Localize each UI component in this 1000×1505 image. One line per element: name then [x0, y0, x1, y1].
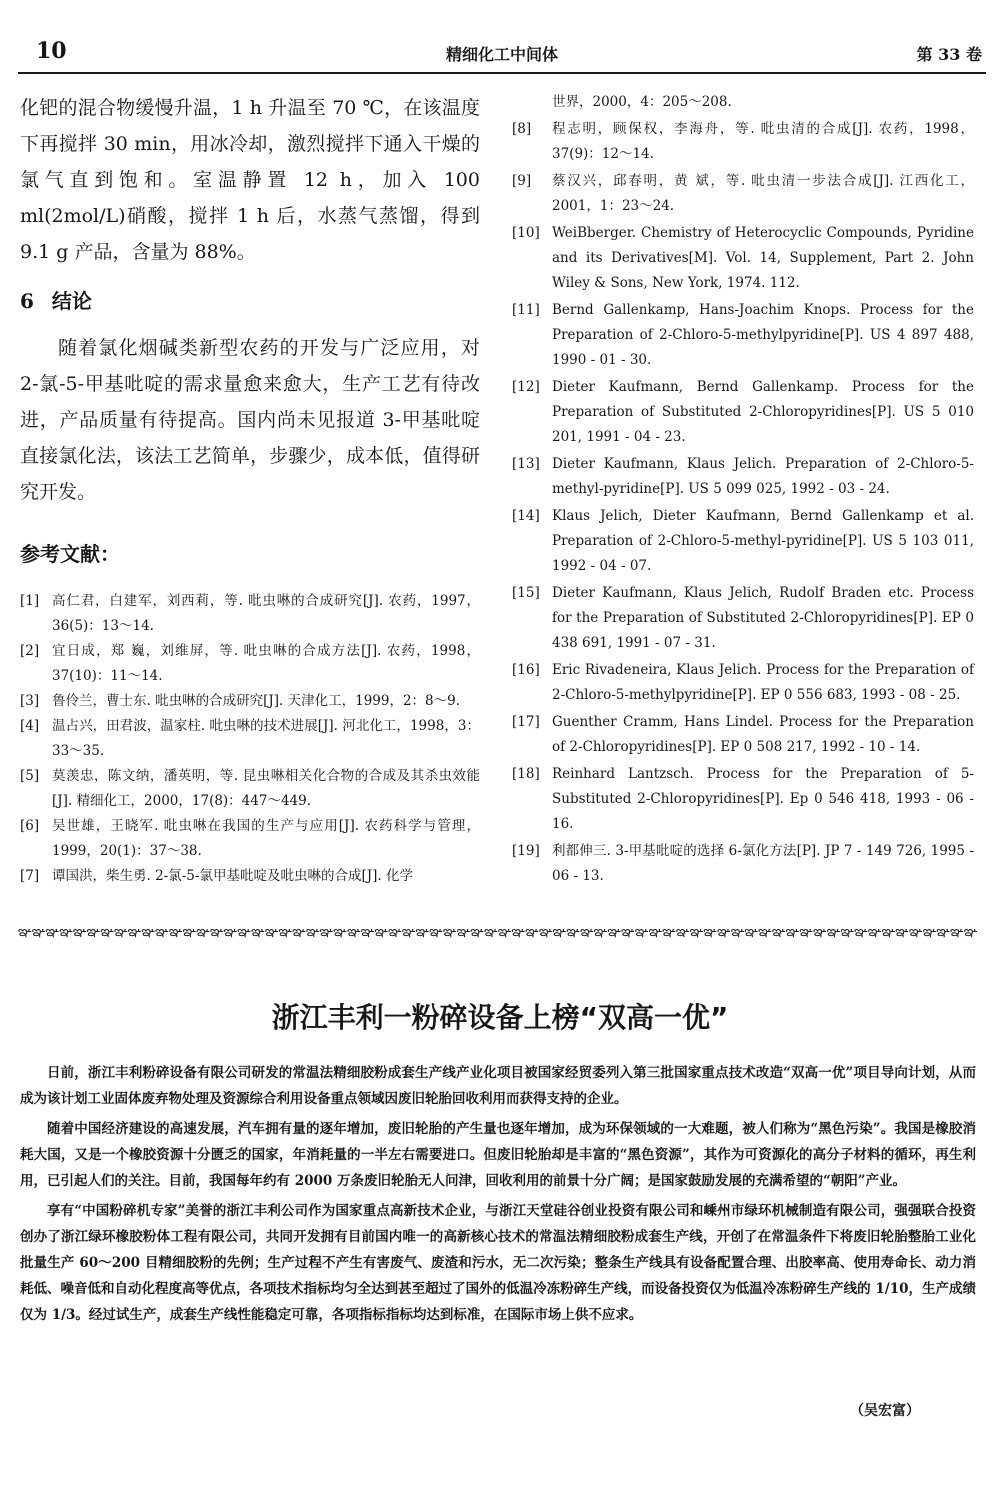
reference-item: [512, 658, 974, 708]
reference-item: [512, 710, 974, 760]
news-paragraph: 日前，浙江丰利粉碎设备有限公司研发的常温法精细胶粉成套生产线产业化项目被国家经贸委列入第三批国家重点技术改造“双高一优”项目导向计划，从而成为该计划工业固体废弃物处理及资源综合利用设备重点领域因废旧轮胎回收利用而获得支持的企业。: [20, 1065, 976, 1107]
reference-text: 程志明，顾保权，李海舟，等. 吡虫清的合成[J]. 农药，1998，37(9)：12～14.: [552, 121, 974, 162]
news-title: 浙江丰利一粉碎设备上榜“双高一优”: [271, 1001, 729, 1034]
page-header: [18, 34, 986, 74]
reference-text: 吴世雄，王晓军. 吡虫啉在我国的生产与应用[J]. 农药科学与管理，1999，20(1)：37～38.: [52, 818, 480, 859]
news-article: [20, 1060, 976, 1332]
reference-item: [512, 581, 974, 656]
reference-number: [14]: [512, 508, 540, 524]
reference-number: [2]: [20, 643, 40, 659]
reference-text: Bernd Gallenkamp, Hans-Joachim Knops. Process for the Preparation of 2-Chloro-5-methylpyridine[P]. US 4 897 488, 1990 - 01 - 30.: [552, 302, 974, 368]
news-author: （吴宏富）: [850, 1403, 920, 1419]
reference-text: 蔡汉兴，邱春明，黄 斌，等. 吡虫清一步法合成[J]. 江西化工，2001，1：23～24.: [552, 173, 974, 214]
reference-number: [9]: [512, 173, 532, 189]
reference-text: 鲁伶兰，曹士东. 吡虫啉的合成研究[J]. 天津化工，1999，2：8～9.: [52, 693, 461, 709]
reference-text: 高仁君，白建军，刘西莉，等. 吡虫啉的合成研究[J]. 农药，1997，36(5)：13～14.: [52, 593, 480, 634]
reference-item: [512, 298, 974, 373]
reference-text: 世界，2000，4：205～208.: [552, 94, 732, 110]
reference-text: Dieter Kaufmann, Klaus Jelich. Preparation of 2-Chloro-5-methyl-pyridine[P]. US 5 099 025, 1992 - 03 - 24.: [552, 456, 974, 497]
reference-item: [20, 714, 480, 764]
reference-text: Klaus Jelich, Dieter Kaufmann, Bernd Gallenkamp et al. Preparation of 2-Chloro-5-methyl-pyridine[P]. US 5 103 011, 1992 - 04 - 07.: [552, 508, 974, 574]
conclusion-paragraph: 随着氯化烟碱类新型农药的开发与广泛应用，对 2-氯-5-甲基吡啶的需求量愈来愈大，生产工艺有待改进，产品质量有待提高。国内尚未见报道 3-甲基吡啶直接氯化法，该法工艺简单，步骤少，成本低，值得研究开发。: [20, 337, 480, 503]
reference-number: [3]: [20, 693, 40, 709]
reference-item: [512, 169, 974, 219]
volume-label: 第 33 卷: [916, 45, 982, 64]
reference-text: 利都伸三. 3-甲基吡啶的选择 6-氯化方法[P]. JP 7 - 149 726, 1995 - 06 - 13.: [552, 843, 974, 884]
reference-text: Dieter Kaufmann, Klaus Jelich, Rudolf Braden etc. Process for the Preparation of Substituted 2-Chloropyridines[P]. EP 0 438 691, 1991 - 07 - 31.: [552, 585, 974, 651]
reference-number: [18]: [512, 766, 540, 782]
reference-number: [5]: [20, 768, 40, 784]
references-heading: 参考文献：: [20, 542, 120, 566]
reference-number: [17]: [512, 714, 540, 730]
reference-item: [512, 839, 974, 889]
reference-item: [20, 689, 480, 714]
ornamental-divider: ఞఞఞఞఞఞఞఞఞఞఞఞఞఞఞఞఞఞఞఞఞఞఞఞఞఞఞఞఞఞఞఞఞఞఞఞఞఞఞఞఞఞఞఞఞఞఞఞఞఞఞఞఞఞఞఞఞఞఞఞఞఞఞఞఞఞఞఞఞఞ: [18, 924, 978, 940]
reference-text: WeiBberger. Chemistry of Heterocyclic Compounds, Pyridine and its Derivatives[M]. Vol. 14, Supplement, Part 2. John Wiley & Sons, New York, 1974. 112.: [552, 225, 974, 291]
reference-item: [512, 117, 974, 167]
reference-number: [11]: [512, 302, 540, 318]
reference-item: [512, 221, 974, 296]
reference-list-left: [20, 589, 480, 889]
reference-text: Reinhard Lantzsch. Process for the Preparation of 5-Substituted 2-Chloropyridines[P]. Ep 0 546 418, 1993 - 06 - 16.: [552, 766, 974, 832]
reference-item: [20, 764, 480, 814]
news-paragraph: 随着中国经济建设的高速发展，汽车拥有量的逐年增加，废旧轮胎的产生量也逐年增加，成为环保领域的一大难题，被人们称为“黑色污染”。我国是橡胶消耗大国，又是一个橡胶资源十分匮乏的国家，年消耗量的一半左右需要进口。但废旧轮胎却是丰富的“黑色资源”，其作为可资源化的高分子材料的循环，再生利用，已引起人们的关注。目前，我国每年约有 2000 万条废旧轮胎无人问津，回收利用的前景十分广阔；是国家鼓励发展的充满希望的“朝阳”产业。: [20, 1121, 976, 1189]
reference-item: [512, 452, 974, 502]
reference-number: [8]: [512, 121, 532, 137]
reference-number: [16]: [512, 662, 540, 678]
reference-item: [20, 814, 480, 864]
reference-item: [512, 762, 974, 837]
reference-item: [20, 864, 480, 889]
reference-number: [12]: [512, 379, 540, 395]
reference-item: [512, 375, 974, 450]
reference-number: [4]: [20, 718, 40, 734]
reference-number: [15]: [512, 585, 540, 601]
reference-number: [6]: [20, 818, 40, 834]
reference-item: [512, 504, 974, 579]
left-column: [20, 90, 480, 889]
reference-item: [20, 589, 480, 639]
page-number: 10: [36, 38, 67, 64]
reference-text: 莫羡忠，陈文纳，潘英明，等. 昆虫啉相关化合物的合成及其杀虫效能[J]. 精细化工，2000，17(8)：447～449.: [52, 768, 480, 809]
reference-number: [19]: [512, 843, 540, 859]
news-paragraph: 享有“中国粉碎机专家”美誉的浙江丰利公司作为国家重点高新技术企业，与浙江天堂硅谷创业投资有限公司和嵊州市绿环机械制造有限公司，强强联合投资创办了浙江绿环橡胶粉体工程有限公司，共同开发拥有目前国内唯一的高新核心技术的常温法精细胶粉成套生产线，开创了在常温条件下将废旧轮胎整胎工业化批量生产 60～200 目精细胶粉的先例；生产过程不产生有害废气、废渣和污水，无二次污染；整条生产线具有设备配置合理、出胶率高、使用寿命长、动力消耗低、噪音低和自动化程度高等优点，各项技术指标均匀全达到甚至超过了国外的低温冷冻粉碎生产线，而设备投资仅为低温冷冻粉碎生产线的 1/10，生产成绩仅为 1/3。经过试生产，成套生产线性能稳定可靠，各项指标指标均达到标准，在国际市场上供不应求。: [20, 1203, 976, 1323]
right-column: [512, 90, 974, 891]
reference-text: 宜日成，郑 巍，刘维屏，等. 吡虫啉的合成方法[J]. 农药，1998，37(10)：11～14.: [52, 643, 480, 684]
reference-continuation: [512, 90, 974, 115]
reference-text: 谭国洪，柴生勇. 2-氯-5-氯甲基吡啶及吡虫啉的合成[J]. 化学: [52, 868, 413, 884]
reference-number: [10]: [512, 225, 540, 241]
section-heading: [20, 286, 480, 316]
journal-title: 精细化工中间体: [445, 45, 558, 64]
intro-paragraph: 化钯的混合物缓慢升温，1 h 升温至 70 ℃，在该温度下再搅拌 30 min，用冰冷却，激烈搅拌下通入干燥的氯气直到饱和。室温静置 12 h，加入 100 ml(2mol/L)硝酸，搅拌 1 h 后，水蒸气蒸馏，得到 9.1 g 产品，含量为 88%。: [20, 97, 480, 263]
reference-number: [7]: [20, 868, 40, 884]
reference-number: [1]: [20, 593, 40, 609]
reference-text: Dieter Kaufmann, Bernd Gallenkamp. Process for the Preparation of Substituted 2-Chloropyridines[P]. US 5 010 201, 1991 - 04 - 23.: [552, 379, 974, 445]
section-title: 结论: [51, 289, 92, 313]
reference-text: 温占兴，田君波，温家柱. 吡虫啉的技术进展[J]. 河北化工，1998，3：33～35.: [52, 718, 480, 759]
reference-text: Eric Rivadeneira, Klaus Jelich. Process for the Preparation of 2-Chloro-5-methylpyridine[P]. EP 0 556 683, 1993 - 08 - 25.: [552, 662, 974, 703]
reference-item: [20, 639, 480, 689]
reference-number: [13]: [512, 456, 540, 472]
reference-text: Guenther Cramm, Hans Lindel. Process for the Preparation of 2-Chloropyridines[P]. EP 0 508 217, 1992 - 10 - 14.: [552, 714, 974, 755]
section-number: 6: [20, 289, 34, 313]
